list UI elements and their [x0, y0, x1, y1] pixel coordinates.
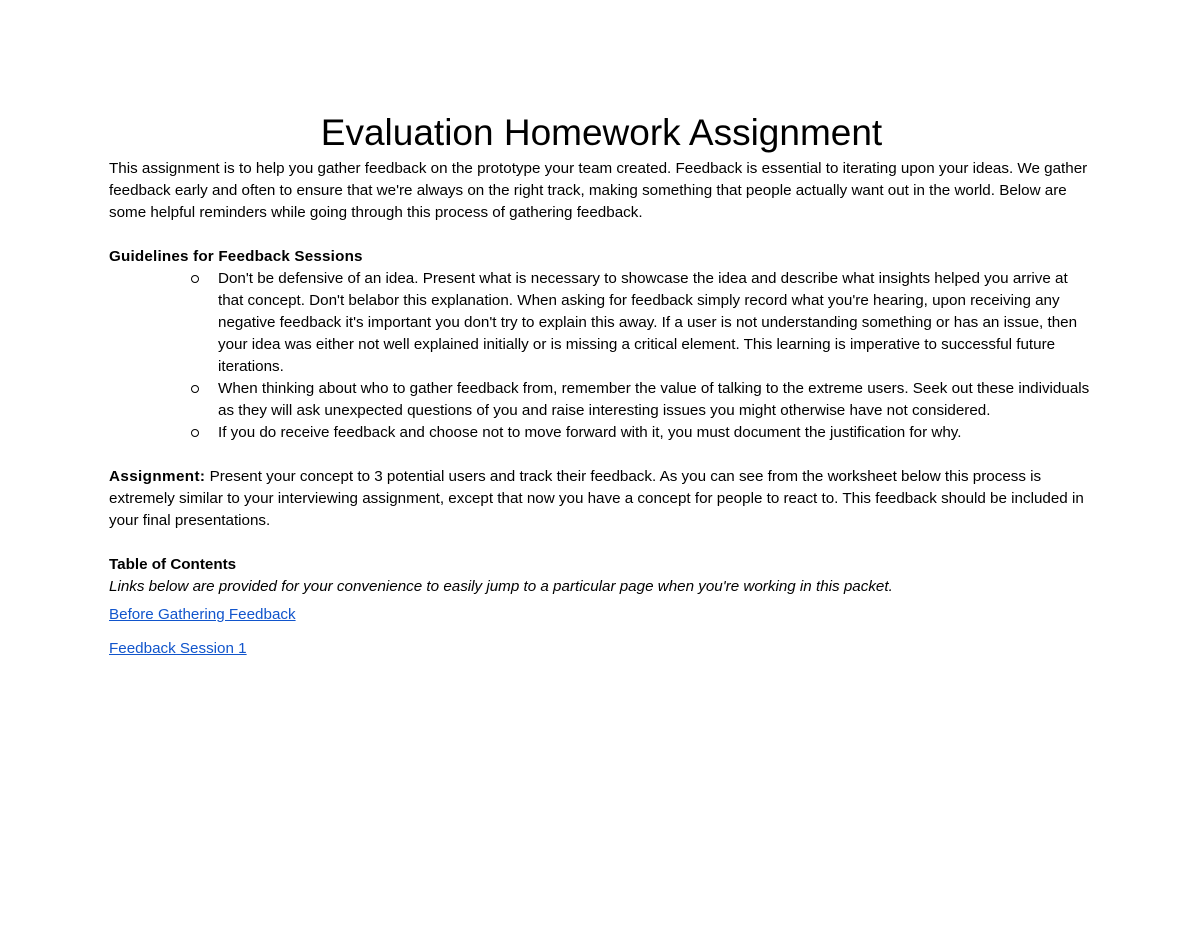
guidelines-heading: Guidelines for Feedback Sessions: [109, 248, 363, 265]
document-page: [109, 108, 1094, 660]
list-item: [218, 422, 1094, 444]
toc-heading: Table of Contents: [109, 556, 237, 573]
assignment-paragraph: [109, 466, 1094, 532]
guideline-text: When thinking about who to gather feedback from, remember the value of talking to the extreme users. Seek out these individuals as they will ask unexpected questions of you and raise interesting issues you might otherwise have not considered.: [218, 380, 1090, 419]
list-item: [218, 268, 1094, 378]
page-title: Evaluation Homework Assignment: [320, 112, 883, 153]
list-item: [218, 378, 1094, 422]
guidelines-list: [109, 268, 1094, 444]
assignment-label: Assignment:: [109, 468, 206, 485]
hollow-bullet-icon: [191, 275, 199, 283]
guideline-text: Don't be defensive of an idea. Present what is necessary to showcase the idea and describe what insights helped you arrive at that concept. Don't belabor this explanation. When asking for feedback simply record what you're hearing, upon receiving any negative feedback it's important you don't try to explain this away. If a user is not understanding something or has an issue, then your idea was either not well explained initially or is missing a critical element. This learning is imperative to successful future iterations.: [218, 270, 1078, 375]
hollow-bullet-icon: [191, 385, 199, 393]
toc-link-feedback-session-1[interactable]: Feedback Session 1: [109, 640, 247, 657]
hollow-bullet-icon: [191, 429, 199, 437]
assignment-text: Present your concept to 3 potential users and track their feedback. As you can see from the worksheet below this process is extremely similar to your interviewing assignment, except that now you have a concept for people to react to. This feedback should be included in your final presentations.: [109, 468, 1084, 529]
toc-link-row: [109, 638, 1094, 660]
toc-link-row: [109, 604, 1094, 626]
toc-link-before-gathering-feedback[interactable]: Before Gathering Feedback: [109, 606, 296, 623]
guideline-text: If you do receive feedback and choose not to move forward with it, you must document the justification for why.: [218, 424, 962, 441]
intro-paragraph: This assignment is to help you gather feedback on the prototype your team created. Feedback is essential to iterating upon your ideas. We gather feedback early and often to ensure that we're always on the right track, making something that people actually want out in the world. Below are some helpful reminders while going through this process of gathering feedback.: [109, 160, 1088, 221]
toc-note: Links below are provided for your convenience to easily jump to a particular page when you're working in this packet.: [109, 578, 893, 595]
